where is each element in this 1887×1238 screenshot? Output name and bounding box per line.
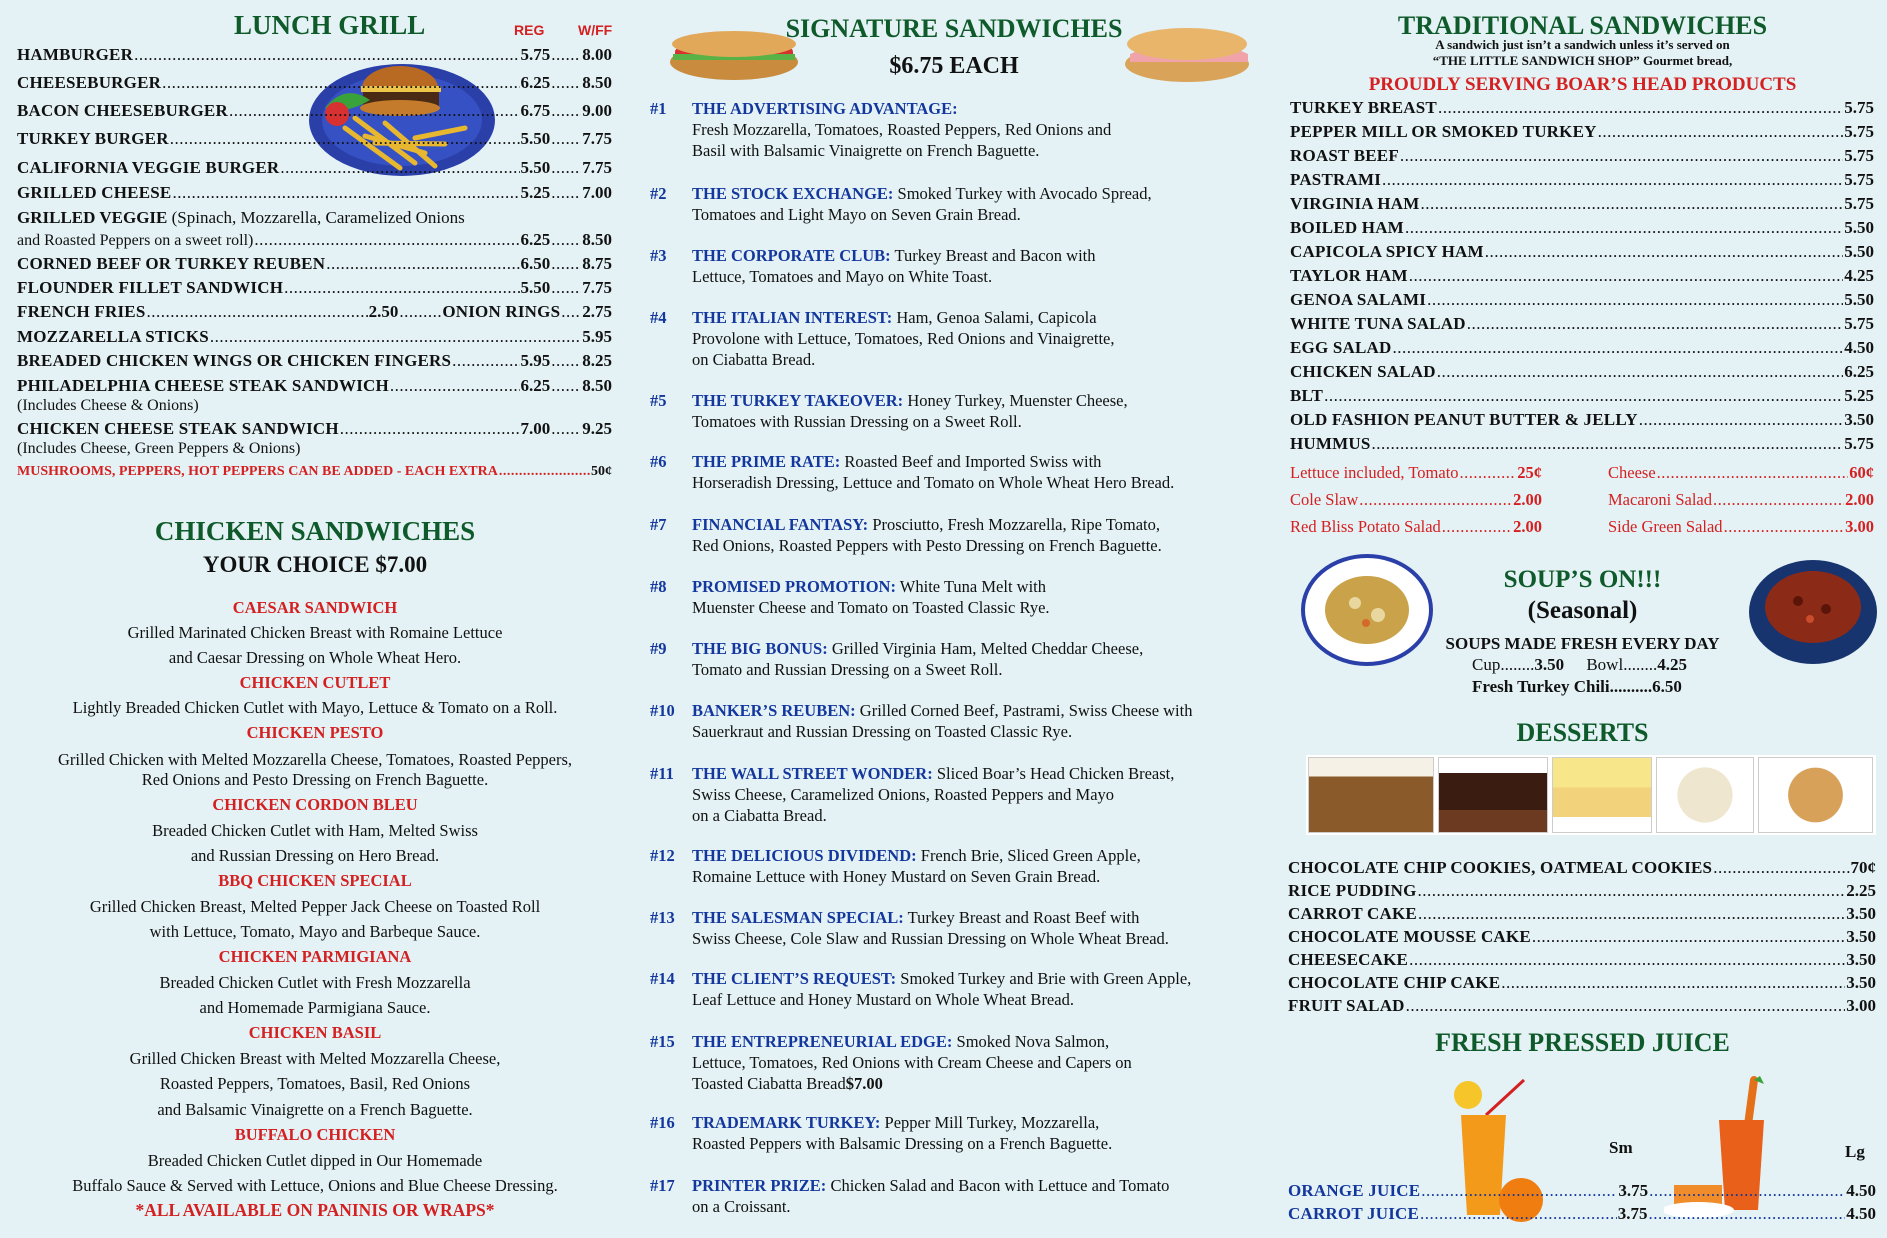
ham-sandwich-image [1120, 22, 1255, 87]
signature-number: #8 [650, 577, 667, 596]
lunch-item: CALIFORNIA VEGGIE BURGER ..... 5.50 ..... 7.75 [17, 158, 612, 178]
traditional-item: CAPICOLA SPICY HAM ..... 5.50 [1290, 242, 1874, 262]
signature-desc: Sauerkraut and Russian Dressing on Toasted Classic Rye. [692, 722, 1073, 741]
signature-name: THE ENTREPRENEURIAL EDGE: [692, 1032, 953, 1051]
cheesecake-image [1552, 757, 1652, 833]
signature-item [650, 968, 1260, 1010]
signature-text [692, 1175, 1260, 1217]
dessert-item: CHOCOLATE MOUSSE CAKE ..... 3.50 [1288, 927, 1876, 947]
juice-title: FRESH PRESSED JUICE [1435, 1028, 1730, 1057]
signature-number: #13 [650, 908, 675, 927]
chicken-item-desc: Roasted Peppers, Tomatoes, Basil, Red Onions [159, 1074, 471, 1093]
signature-text [692, 390, 1260, 432]
signature-number: #10 [650, 701, 675, 720]
chili-row: Fresh Turkey Chili..........6.50 [1472, 677, 1682, 696]
side-item: Cole Slaw ..... 2.00 [1290, 490, 1542, 510]
signature-item [650, 390, 1260, 432]
traditional-item: PASTRAMI ..... 5.75 [1290, 170, 1874, 190]
signature-desc: Basil with Balsamic Vinaigrette on French Baguette. [692, 141, 1040, 160]
signature-desc: Muenster Cheese and Tomato on Toasted Classic Rye. [692, 598, 1050, 617]
lunch-item: GRILLED CHEESE ..... 5.25 ..... 7.00 [17, 183, 612, 203]
signature-text [692, 638, 1260, 680]
signature-text [692, 1112, 1260, 1154]
signature-title: SIGNATURE SANDWICHES [785, 14, 1123, 43]
column-traditional [1278, 0, 1887, 1238]
column-lunch-chicken [0, 0, 630, 1238]
traditional-item: TAYLOR HAM ..... 4.25 [1290, 266, 1874, 286]
signature-item [650, 1031, 1260, 1094]
signature-number: #2 [650, 184, 667, 203]
desserts-title: DESSERTS [1516, 718, 1649, 747]
juice-lg-header: Lg [1845, 1142, 1865, 1161]
signature-desc: Sliced Boar’s Head Chicken Breast, [932, 764, 1175, 783]
signature-price-row: Toasted Ciabatta Bread $7.00 [692, 1074, 883, 1093]
signature-text [692, 576, 1260, 618]
signature-number: #14 [650, 969, 675, 988]
traditional-item: EGG SALAD ..... 4.50 [1290, 338, 1874, 358]
chicken-item-desc: and Caesar Dressing on Whole Wheat Hero. [168, 648, 462, 667]
signature-desc: Turkey Breast and Roast Beef with [903, 908, 1140, 927]
wff-header: W/FF [578, 22, 613, 38]
lunch-item: HAMBURGER ..... 5.75 ..... 8.00 [17, 45, 612, 65]
signature-number: #3 [650, 246, 667, 265]
signature-number: #12 [650, 846, 675, 865]
side-item: Cheese ..... 60¢ [1608, 463, 1874, 483]
grilled-veggie-line2: and Roasted Peppers on a sweet roll) ..... 6.25 ..... 8.50 [17, 230, 612, 251]
paninis-wraps-note: *ALL AVAILABLE ON PANINIS OR WRAPS* [135, 1200, 495, 1220]
fries-rings-row: FRENCH FRIES ..... 2.50 ..... ONION RINGS ..... 2.75 [17, 302, 612, 322]
signature-name: THE CORPORATE CLUB: [692, 246, 891, 265]
dessert-item: CHOCOLATE CHIP CAKE ..... 3.50 [1288, 973, 1876, 993]
dessert-photo-strip [1306, 755, 1876, 835]
chicken-item-name: CHICKEN PARMIGIANA [218, 947, 412, 966]
signature-desc: Lettuce, Tomatoes and Mayo on White Toast. [692, 267, 993, 286]
traditional-item: OLD FASHION PEANUT BUTTER & JELLY ..... 3.50 [1290, 410, 1874, 430]
signature-desc: Smoked Nova Salmon, [952, 1032, 1110, 1051]
philly-row: PHILADELPHIA CHEESE STEAK SANDWICH ..... 6.25 ..... 8.50 [17, 376, 612, 396]
column-signature [640, 0, 1268, 1238]
traditional-note2: “THE LITTLE SANDWICH SHOP” Gourmet bread, [1432, 53, 1733, 68]
signature-item [650, 700, 1260, 742]
signature-desc: Red Onions, Roasted Peppers with Pesto Dressing on French Baguette. [692, 536, 1162, 555]
signature-desc: Prosciutto, Fresh Mozzarella, Ripe Tomato, [868, 515, 1161, 534]
philly-note: (Includes Cheese & Onions) [17, 397, 199, 414]
signature-desc: Smoked Turkey and Brie with Green Apple, [896, 969, 1192, 988]
signature-name: BANKER’S REUBEN: [692, 701, 856, 720]
soup-title: SOUP’S ON!!! [1503, 566, 1662, 593]
signature-name: THE BIG BONUS: [692, 639, 828, 658]
chicken-item-desc: Lightly Breaded Chicken Cutlet with Mayo, Lettuce & Tomato on a Roll. [72, 698, 558, 717]
lunch-item: BACON CHEESEBURGER ..... 6.75 ..... 9.00 [17, 101, 612, 121]
lunch-item: FLOUNDER FILLET SANDWICH ..... 5.50 ..... 7.75 [17, 278, 612, 298]
soup-seasonal: (Seasonal) [1527, 597, 1638, 624]
signature-text [692, 968, 1260, 1010]
signature-desc: Provolone with Lettuce, Tomatoes, Red Onions and Vinaigrette, [692, 329, 1115, 348]
signature-name: FINANCIAL FANTASY: [692, 515, 869, 534]
signature-name: THE SALESMAN SPECIAL: [692, 908, 904, 927]
rice-pudding-image [1656, 757, 1754, 833]
signature-text [692, 98, 1260, 161]
signature-desc: Roasted Beef and Imported Swiss with [840, 452, 1102, 471]
signature-item [650, 576, 1260, 618]
chili-bowl-image [1746, 557, 1881, 667]
signature-desc: Horseradish Dressing, Lettuce and Tomato on Whole Wheat Hero Bread. [692, 473, 1175, 492]
traditional-note1: A sandwich just isn’t a sandwich unless it’s served on [1435, 37, 1730, 52]
side-item: Lettuce included, Tomato ..... 25¢ [1290, 463, 1542, 483]
juice-item: CARROT JUICE ..... 3.75 ..... 4.50 [1288, 1204, 1876, 1224]
dessert-item: CHEESECAKE ..... 3.50 [1288, 950, 1876, 970]
signature-number: #4 [650, 308, 667, 327]
signature-item [650, 307, 1260, 370]
extras-row: MUSHROOMS, PEPPERS, HOT PEPPERS CAN BE ADDED - EACH EXTRA ..... 50¢ [17, 462, 612, 482]
mousse-cake-image [1438, 757, 1548, 833]
chicken-item-desc: and Homemade Parmigiana Sauce. [199, 998, 431, 1017]
traditional-item: BLT ..... 5.25 [1290, 386, 1874, 406]
signature-desc: Grilled Corned Beef, Pastrami, Swiss Cheese with [855, 701, 1193, 720]
reg-header: REG [514, 22, 545, 38]
chicken-item-name: BBQ CHICKEN SPECIAL [218, 871, 412, 890]
dessert-item: FRUIT SALAD ..... 3.00 [1288, 996, 1876, 1016]
boars-head-banner: PROUDLY SERVING BOAR’S HEAD PRODUCTS [1368, 74, 1797, 95]
dessert-item: CHOCOLATE CHIP COOKIES, OATMEAL COOKIES ..... 70¢ [1288, 858, 1876, 878]
chicken-item-desc: Red Onions and Pesto Dressing on French Baguette. [141, 770, 489, 789]
signature-desc: Leaf Lettuce and Honey Mustard on Whole Wheat Bread. [692, 990, 1074, 1009]
signature-desc: Turkey Breast and Bacon with [890, 246, 1096, 265]
orange-juice-image [1446, 1075, 1546, 1225]
signature-desc: Swiss Cheese, Caramelized Onions, Roasted Peppers and Mayo [692, 785, 1115, 804]
wings-row: BREADED CHICKEN WINGS OR CHICKEN FINGERS ..... 5.95 ..... 8.25 [17, 351, 612, 371]
signature-desc: Swiss Cheese, Cole Slaw and Russian Dressing on Whole Wheat Bread. [692, 929, 1169, 948]
signature-desc: Lettuce, Tomatoes, Red Onions with Cream Cheese and Capers on [692, 1053, 1132, 1072]
chicken-price: YOUR CHOICE $7.00 [202, 552, 428, 577]
signature-desc: on a Ciabatta Bread. [692, 806, 827, 825]
signature-number: #9 [650, 639, 667, 658]
signature-desc: Fresh Mozzarella, Tomatoes, Roasted Peppers, Red Onions and [692, 120, 1112, 139]
traditional-item: CHICKEN SALAD ..... 6.25 [1290, 362, 1874, 382]
signature-desc: Smoked Turkey with Avocado Spread, [893, 184, 1152, 203]
chicken-item-desc: Grilled Marinated Chicken Breast with Romaine Lettuce [127, 623, 503, 642]
signature-desc: Tomatoes with Russian Dressing on a Sweet Roll. [692, 412, 1022, 431]
signature-desc: on Ciabatta Bread. [692, 350, 816, 369]
traditional-item: VIRGINIA HAM ..... 5.75 [1290, 194, 1874, 214]
signature-number: #1 [650, 99, 667, 118]
signature-desc: Ham, Genoa Salami, Capicola [892, 308, 1097, 327]
chicken-item-name: CAESAR SANDWICH [232, 598, 398, 617]
chicken-item-desc: and Balsamic Vinaigrette on a French Baguette. [157, 1100, 473, 1119]
cookies-image [1758, 757, 1873, 833]
signature-desc: White Tuna Melt with [895, 577, 1047, 596]
signature-desc: Honey Turkey, Muenster Cheese, [903, 391, 1128, 410]
grilled-veggie-line1: GRILLED VEGGIE (Spinach, Mozzarella, Caramelized Onions [17, 208, 465, 227]
signature-number: #15 [650, 1032, 675, 1051]
signature-desc: Tomatoes and Light Mayo on Seven Grain Bread. [692, 205, 1021, 224]
signature-name: PRINTER PRIZE: [692, 1176, 827, 1195]
signature-item [650, 1112, 1260, 1154]
traditional-item: PEPPER MILL OR SMOKED TURKEY ..... 5.75 [1290, 122, 1874, 142]
signature-name: PROMISED PROMOTION: [692, 577, 896, 596]
signature-item [650, 514, 1260, 556]
chicken-sandwiches-title: CHICKEN SANDWICHES [154, 516, 476, 546]
signature-item [650, 1175, 1260, 1217]
chicken-item-desc: Breaded Chicken Cutlet with Ham, Melted Swiss [152, 821, 478, 840]
signature-number: #17 [650, 1176, 675, 1195]
juice-item: ORANGE JUICE ..... 3.75 ..... 4.50 [1288, 1181, 1876, 1201]
chicken-item-name: CHICKEN PESTO [246, 723, 384, 742]
chicken-item-desc: Grilled Chicken with Melted Mozzarella Cheese, Tomatoes, Roasted Peppers, [57, 750, 573, 769]
chicken-item-desc: Breaded Chicken Cutlet with Fresh Mozzarella [159, 973, 471, 992]
chicken-item-name: BUFFALO CHICKEN [234, 1125, 396, 1144]
signature-text [692, 451, 1260, 493]
signature-name: THE DELICIOUS DIVIDEND: [692, 846, 917, 865]
signature-text [692, 307, 1260, 370]
signature-text [692, 907, 1260, 949]
signature-desc: Roasted Peppers with Balsamic Dressing on a French Baguette. [692, 1134, 1113, 1153]
traditional-item: HUMMUS ..... 5.75 [1290, 434, 1874, 454]
carrot-cake-image [1308, 757, 1434, 833]
signature-name: THE PRIME RATE: [692, 452, 841, 471]
chicken-item-desc: Grilled Chicken Breast, Melted Pepper Jack Cheese on Toasted Roll [89, 897, 541, 916]
signature-desc: Chicken Salad and Bacon with Lettuce and Tomato [826, 1176, 1170, 1195]
signature-text [692, 245, 1260, 287]
chicken-item-name: CHICKEN CORDON BLEU [212, 795, 418, 814]
chicken-item-desc: Grilled Chicken Breast with Melted Mozzarella Cheese, [129, 1049, 501, 1068]
signature-number: #6 [650, 452, 667, 471]
signature-text [692, 1031, 1260, 1094]
traditional-item: WHITE TUNA SALAD ..... 5.75 [1290, 314, 1874, 334]
signature-text [692, 700, 1260, 742]
chicken-item-name: CHICKEN BASIL [248, 1023, 382, 1042]
chicken-item-desc: and Russian Dressing on Hero Bread. [190, 846, 440, 865]
chicken-item-desc: Buffalo Sauce & Served with Lettuce, Onions and Blue Cheese Dressing. [72, 1176, 558, 1195]
ccs-note: (Includes Cheese, Green Peppers & Onions) [17, 440, 301, 457]
chicken-item-desc: Breaded Chicken Cutlet dipped in Our Homemade [147, 1151, 483, 1170]
signature-desc: Grilled Virginia Ham, Melted Cheddar Cheese, [827, 639, 1144, 658]
traditional-item: ROAST BEEF ..... 5.75 [1290, 146, 1874, 166]
signature-desc: Tomato and Russian Dressing on a Sweet Roll. [692, 660, 1003, 679]
signature-item [650, 845, 1260, 887]
signature-name: THE ITALIAN INTEREST: [692, 308, 893, 327]
juice-sm-header: Sm [1609, 1138, 1633, 1157]
lunch-item: CHEESEBURGER ..... 6.25 ..... 8.50 [17, 73, 612, 93]
dessert-item: CARROT CAKE ..... 3.50 [1288, 904, 1876, 924]
signature-text [692, 763, 1260, 826]
chicken-item-name: CHICKEN CUTLET [239, 673, 391, 692]
soup-prices: Cup........3.50 Bowl........4.25 [1472, 655, 1687, 674]
signature-name: THE STOCK EXCHANGE: [692, 184, 894, 203]
signature-text [692, 514, 1260, 556]
signature-item [650, 98, 1260, 161]
traditional-item: TURKEY BREAST ..... 5.75 [1290, 98, 1874, 118]
side-item: Side Green Salad ..... 3.00 [1608, 517, 1874, 537]
chicken-cheese-steak-row: CHICKEN CHEESE STEAK SANDWICH ..... 7.00 ..... 9.25 [17, 419, 612, 439]
side-item: Red Bliss Potato Salad ..... 2.00 [1290, 517, 1542, 537]
signature-text [692, 183, 1260, 225]
traditional-item: GENOA SALAMI ..... 5.50 [1290, 290, 1874, 310]
signature-item [650, 451, 1260, 493]
lunch-item: TURKEY BURGER ..... 5.50 ..... 7.75 [17, 129, 612, 149]
soup-fresh: SOUPS MADE FRESH EVERY DAY [1445, 634, 1720, 653]
signature-name: THE ADVERTISING ADVANTAGE: [692, 99, 958, 118]
signature-price: $6.75 EACH [889, 53, 1019, 79]
signature-item [650, 183, 1260, 225]
carrot-juice-image [1664, 1075, 1794, 1225]
signature-item [650, 907, 1260, 949]
signature-number: #11 [650, 764, 674, 783]
signature-number: #16 [650, 1113, 675, 1132]
signature-item [650, 245, 1260, 287]
dessert-item: RICE PUDDING ..... 2.25 [1288, 881, 1876, 901]
lunch-item: CORNED BEEF OR TURKEY REUBEN ..... 6.50 ..... 8.75 [17, 254, 612, 274]
signature-desc: Pepper Mill Turkey, Mozzarella, [880, 1113, 1100, 1132]
signature-item [650, 638, 1260, 680]
signature-item [650, 763, 1260, 826]
signature-desc: French Brie, Sliced Green Apple, [916, 846, 1141, 865]
signature-name: THE WALL STREET WONDER: [692, 764, 933, 783]
signature-desc: on a Croissant. [692, 1197, 791, 1216]
lunch-grill-title: LUNCH GRILL [234, 10, 426, 40]
chicken-item-desc: with Lettuce, Tomato, Mayo and Barbeque Sauce. [149, 922, 481, 941]
mozzarella-sticks-row: MOZZARELLA STICKS ..... 5.95 [17, 327, 612, 347]
signature-name: THE TURKEY TAKEOVER: [692, 391, 904, 410]
signature-text [692, 845, 1260, 887]
side-item: Macaroni Salad ..... 2.00 [1608, 490, 1874, 510]
traditional-title: TRADITIONAL SANDWICHES [1397, 11, 1768, 40]
traditional-item: BOILED HAM ..... 5.50 [1290, 218, 1874, 238]
signature-number: #5 [650, 391, 667, 410]
signature-number: #7 [650, 515, 667, 534]
signature-name: TRADEMARK TURKEY: [692, 1113, 881, 1132]
signature-name: THE CLIENT’S REQUEST: [692, 969, 897, 988]
signature-desc: Romaine Lettuce with Honey Mustard on Seven Grain Bread. [692, 867, 1101, 886]
